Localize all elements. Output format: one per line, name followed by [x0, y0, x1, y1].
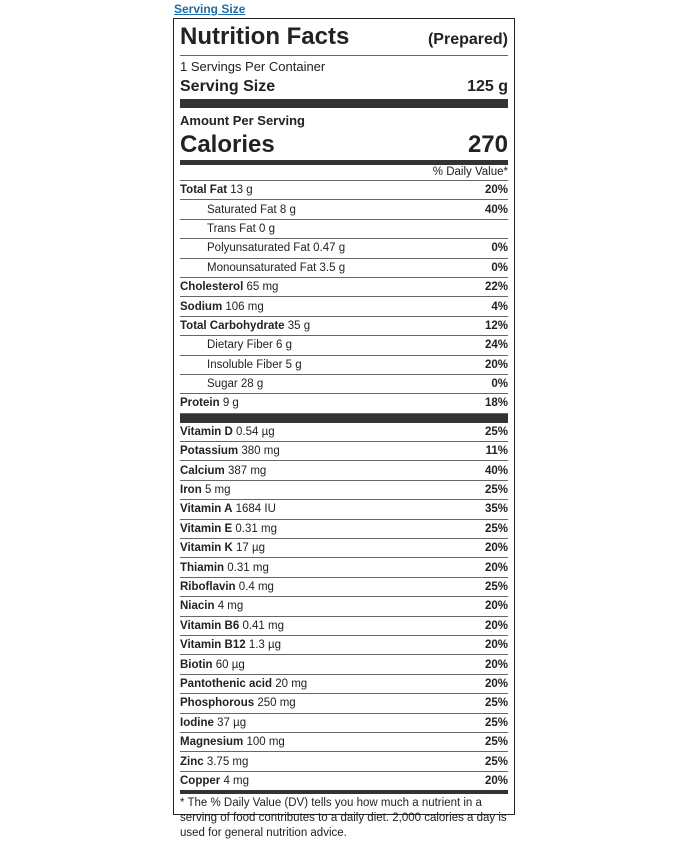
daily-value-percent: 25%: [484, 425, 508, 438]
title-row: [180, 19, 508, 56]
nutrient-amount: 0.31 mg: [227, 561, 269, 574]
nutrient-name-amount: [180, 736, 285, 748]
daily-value-percent: 20%: [484, 639, 508, 652]
daily-value-percent: 18%: [484, 397, 508, 410]
nutrient-name-amount: [180, 717, 246, 729]
calories-row: [180, 130, 508, 158]
nutrient-amount: 380 mg: [241, 445, 280, 458]
nutrition-facts-label: [173, 18, 515, 840]
nutrient-amount: 3.5 g: [319, 261, 346, 274]
vitamin-row: [180, 733, 508, 752]
daily-value-percent: 20%: [484, 600, 508, 613]
nutrient-row: [180, 220, 508, 239]
daily-value-percent: 20%: [484, 677, 508, 690]
nutrient-name-amount: [180, 359, 302, 371]
nutrient-name: Total Fat: [180, 184, 228, 197]
nutrient-name-amount: [180, 697, 296, 709]
thick-divider: [180, 99, 508, 108]
nutrient-amount: 100 mg: [246, 736, 285, 749]
nutrient-name: Dietary Fiber: [207, 339, 273, 352]
nutrient-name: Sugar: [207, 378, 238, 391]
nutrient-amount: 1.3 µg: [248, 639, 282, 652]
daily-value-header: % Daily Value*: [180, 165, 508, 181]
daily-value-percent: 20%: [484, 561, 508, 574]
vitamin-row: [180, 636, 508, 655]
vitamin-row: [180, 423, 508, 442]
nutrient-name: Monounsaturated Fat: [207, 261, 317, 274]
nutrient-name-amount: [180, 775, 249, 787]
nutrient-amount: 0.41 mg: [242, 619, 284, 632]
daily-value-percent: 0%: [491, 378, 508, 391]
calories-value: 270: [467, 131, 508, 158]
daily-value-percent: 20%: [484, 619, 508, 632]
prepared-tag: (Prepared): [427, 31, 508, 48]
nutrient-name: Biotin: [180, 658, 213, 671]
daily-value-percent: 25%: [484, 736, 508, 749]
serving-size-row: [180, 75, 508, 99]
nutrient-name-amount: [180, 281, 278, 293]
daily-value-percent: 0%: [491, 261, 508, 274]
nutrient-name: Pantothenic acid: [180, 677, 273, 690]
nutrient-row: [180, 394, 508, 413]
nutrient-name: Saturated Fat: [207, 203, 277, 216]
nutrient-name-amount: [180, 620, 284, 632]
nutrient-name: Vitamin B6: [180, 619, 240, 632]
vitamin-row: [180, 655, 508, 674]
nutrient-name-amount: [180, 339, 292, 351]
daily-value-percent: 4%: [491, 300, 508, 313]
vitamin-row: [180, 694, 508, 713]
nutrient-amount: 35 g: [287, 319, 311, 332]
nutrient-name: Trans Fat: [207, 222, 256, 235]
nutrient-name-amount: [180, 639, 281, 651]
nutrient-row: [180, 200, 508, 219]
nutrient-name: Iodine: [180, 716, 214, 729]
nutrient-amount: 60 µg: [215, 658, 245, 671]
nutrient-list: [180, 181, 508, 414]
vitamin-row: [180, 714, 508, 733]
nutrient-row: [180, 317, 508, 336]
vitamin-divider: [180, 414, 508, 423]
daily-value-percent: 25%: [484, 522, 508, 535]
daily-value-percent: 40%: [484, 464, 508, 477]
nutrient-amount: 20 mg: [275, 677, 308, 690]
nutrient-amount: 37 µg: [217, 716, 247, 729]
nutrient-name: Insoluble Fiber: [207, 358, 283, 371]
nutrient-name-amount: [180, 223, 275, 235]
daily-value-percent: 12%: [484, 319, 508, 332]
nutrient-amount: 106 mg: [225, 300, 264, 313]
nutrient-name-amount: [180, 756, 248, 768]
vitamin-list: [180, 423, 508, 790]
nutrient-name: Niacin: [180, 600, 215, 613]
vitamin-row: [180, 617, 508, 636]
nutrient-name: Potassium: [180, 445, 239, 458]
vitamin-row: [180, 558, 508, 577]
nutrient-row: [180, 375, 508, 394]
nutrient-row: [180, 336, 508, 355]
nutrient-amount: 0.31 mg: [235, 522, 277, 535]
nutrient-name-amount: [180, 659, 245, 671]
nutrient-amount: 387 mg: [227, 464, 267, 477]
nutrient-name: Copper: [180, 774, 221, 787]
nutrient-name-amount: [180, 301, 264, 313]
nutrient-amount: 17 µg: [236, 542, 266, 555]
nutrient-name: Polyunsaturated Fat: [207, 242, 310, 255]
vitamin-row: [180, 578, 508, 597]
nutrient-name: Riboflavin: [180, 581, 236, 593]
vitamin-row: [180, 500, 508, 519]
nutrient-name: Iron: [180, 484, 202, 497]
nutrient-row: [180, 239, 508, 258]
nutrient-name-amount: [180, 445, 280, 457]
daily-value-percent: 35%: [484, 503, 508, 516]
vitamin-row: [180, 772, 508, 790]
amount-per-serving: Amount Per Serving: [180, 113, 305, 128]
nutrient-amount: 5 g: [285, 358, 302, 371]
daily-value-percent: 22%: [484, 281, 508, 294]
nutrient-amount: 8 g: [279, 203, 296, 216]
nutrient-name-amount: [180, 542, 265, 554]
nutrient-name-amount: [180, 503, 276, 515]
nutrient-amount: 1684 IU: [235, 503, 276, 516]
nutrient-name-amount: [180, 262, 345, 274]
daily-value-percent: 20%: [484, 358, 508, 371]
daily-value-percent: 25%: [484, 755, 508, 768]
daily-value-percent: 25%: [484, 484, 508, 497]
nutrient-name: Protein: [180, 397, 220, 410]
vitamin-row: [180, 520, 508, 539]
vitamin-row: [180, 675, 508, 694]
nutrient-name: Vitamin A: [180, 503, 233, 516]
nutrient-name: Cholesterol: [180, 281, 244, 294]
nutrient-name-amount: [180, 242, 345, 254]
serving-size-link[interactable]: Serving Size: [174, 2, 246, 16]
nutrient-name: Calcium: [180, 464, 225, 477]
vitamin-row: [180, 461, 508, 480]
nutrient-name: Vitamin K: [180, 542, 233, 555]
daily-value-percent: 25%: [484, 697, 508, 710]
daily-value-percent: 11%: [485, 445, 508, 458]
nutrient-name-amount: [180, 397, 239, 409]
nutrient-name-amount: [180, 581, 274, 593]
nutrient-row: [180, 297, 508, 316]
nutrient-name-amount: [180, 378, 263, 390]
nutrient-amount: 0 g: [258, 222, 275, 235]
nutrient-amount: 65 mg: [246, 281, 279, 294]
nutrient-name: Sodium: [180, 300, 223, 313]
daily-value-percent: 25%: [484, 581, 508, 593]
daily-value-percent: 20%: [484, 658, 508, 671]
nutrient-row: [180, 356, 508, 375]
nutrient-amount: 9 g: [222, 397, 239, 410]
servings-per-container: 1 Servings Per Container: [180, 59, 326, 74]
daily-value-percent: 25%: [484, 716, 508, 729]
calories-label: Calories: [180, 131, 275, 158]
nutrient-name: Vitamin B12: [180, 639, 246, 652]
nutrient-name: Vitamin E: [180, 522, 233, 535]
nutrient-name-amount: [180, 523, 277, 535]
nutrient-amount: 5 mg: [204, 484, 231, 497]
nutrient-amount: 28 g: [240, 378, 264, 391]
nutrient-amount: 0.54 µg: [236, 425, 275, 438]
nutrient-row: [180, 181, 508, 200]
nutrient-name-amount: [180, 484, 231, 496]
vitamin-row: [180, 752, 508, 771]
nutrient-name: Vitamin D: [180, 425, 233, 438]
nutrient-name-amount: [180, 320, 310, 332]
daily-value-percent: 40%: [484, 203, 508, 216]
daily-value-percent: 24%: [484, 339, 508, 352]
nutrient-name: Total Carbohydrate: [180, 319, 285, 332]
nutrient-name: Phosphorous: [180, 697, 255, 710]
nutrient-amount: 0.4 mg: [238, 581, 274, 593]
nutrient-amount: 13 g: [230, 184, 253, 197]
vitamin-row: [180, 481, 508, 500]
nutrient-name-amount: [180, 465, 266, 477]
label-title: Nutrition Facts: [180, 23, 350, 50]
nutrient-row: [180, 278, 508, 297]
nutrient-amount: 4 mg: [223, 774, 250, 787]
vitamin-row: [180, 597, 508, 616]
daily-value-percent: 0%: [491, 242, 508, 255]
nutrient-amount: 4 mg: [217, 600, 244, 613]
nutrient-name: Thiamin: [180, 561, 225, 574]
nutrient-amount: 250 mg: [257, 697, 296, 710]
serving-size-value: 125 g: [467, 78, 508, 95]
nutrient-name: Magnesium: [180, 736, 244, 749]
nutrient-amount: 0.47 g: [313, 242, 346, 255]
nutrient-amount: 6 g: [276, 339, 293, 352]
nutrient-name-amount: [180, 600, 243, 612]
nutrient-name-amount: [180, 426, 275, 438]
daily-value-percent: 20%: [484, 184, 508, 197]
daily-value-percent: 20%: [484, 542, 508, 555]
nutrient-name: Zinc: [180, 755, 204, 768]
serving-size-label: Serving Size: [180, 78, 276, 95]
nutrient-name-amount: [180, 678, 307, 690]
vitamin-row: [180, 442, 508, 461]
daily-value-footnote: * The % Daily Value (DV) tells you how much a nutrient in a serving of food contributes to a daily diet. 2,000 calories a day is used for general nutrition advice.: [180, 797, 507, 840]
vitamin-row: [180, 539, 508, 558]
nutrient-amount: 3.75 mg: [206, 755, 249, 768]
nutrient-name-amount: [180, 184, 253, 196]
nutrient-row: [180, 259, 508, 278]
daily-value-percent: 20%: [484, 774, 508, 787]
nutrient-name-amount: [180, 562, 269, 574]
nutrient-name-amount: [180, 204, 296, 216]
